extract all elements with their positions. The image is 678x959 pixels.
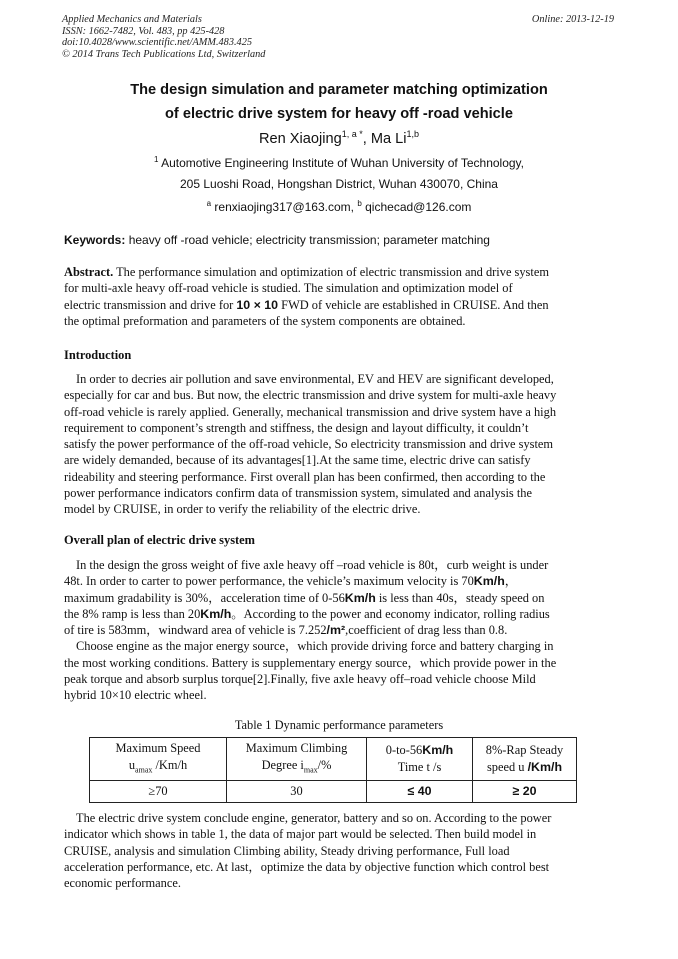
authors	[0, 129, 678, 147]
unit-kmh: Km/h	[344, 590, 376, 605]
overall-line: the most working conditions. Battery is supplementary energy source，which provide power in the	[64, 655, 557, 670]
abstract	[64, 264, 613, 329]
header-unit: /Km/h	[527, 760, 563, 775]
abstract-label: Abstract.	[64, 265, 114, 279]
affiliation-text-1: Automotive Engineering Institute of Wuhan University of Technology,	[158, 156, 524, 170]
closing-line: acceleration performance, etc. At last，optimize the data by objective function which control best	[64, 859, 550, 874]
unit-kmh: Km/h	[473, 574, 505, 589]
introduction-body	[64, 371, 613, 518]
header-sub: amax	[135, 765, 153, 775]
closing-line: The electric drive system conclude engine, generator, battery and so on. According to the power	[76, 811, 552, 825]
overall-line: peak torque and absorb surplus torque[2].Finally, five axle heavy off–road vehicle choose Mild	[64, 672, 536, 687]
intro-line: requirement to component’s strength and stiffness, the design and layout difficulty, it couldn’t	[64, 420, 529, 435]
header-unit: Km/h	[422, 743, 454, 758]
intro-line: are widely demanded, because of its advantages[1].At the same time, electric drive can satisfy	[64, 453, 531, 468]
closing-line: economic performance.	[64, 876, 181, 891]
overall-line: ,coefficient of drag less than 0.8.	[345, 623, 508, 638]
header-text: 8%-Rap Steady	[485, 743, 564, 758]
overall-line: Choose engine as the major energy source，which provide driving force and battery charging in	[76, 639, 554, 654]
overall-line: 。According to the power and economy indicator, rolling radius	[231, 606, 550, 621]
unit-kmh: Km/h	[200, 606, 232, 621]
dynamic-performance-table	[89, 737, 577, 803]
table-caption: Table 1 Dynamic performance parameters	[234, 718, 444, 732]
header-text: /%	[317, 758, 332, 772]
table-header-cell	[473, 738, 577, 781]
table-cell: 30	[227, 781, 367, 803]
closing-line: indicator which shows in table 1, the data of major part would be selected. Then build model in	[64, 827, 537, 842]
header-text: Maximum Climbing	[245, 741, 348, 755]
paper-title-line-1: The design simulation and parameter matching optimization	[130, 82, 548, 98]
online-date: Online: 2013-12-19	[531, 14, 614, 25]
header-text: Degree i	[261, 758, 304, 772]
paper-title-line-2: of electric drive system for heavy off -road vehicle	[165, 106, 513, 122]
affiliation-sup: 1	[154, 155, 159, 164]
journal-name: Applied Mechanics and Materials	[62, 14, 202, 25]
affiliation-line-1	[0, 155, 678, 170]
email-b-sup: b	[357, 199, 362, 208]
closing-paragraph	[64, 810, 613, 891]
intro-line: off-road vehicle is rarely applied. Generally, mechanical transmission and drive system have a high	[64, 404, 557, 419]
abstract-math: 10 × 10	[236, 297, 279, 312]
affiliation-line-2: 205 Luoshi Road, Hongshan District, Wuhan 430070, China	[180, 177, 498, 191]
keywords	[64, 233, 490, 247]
closing-line: CRUISE, analysis and simulation Climbing ability, Steady driving performance, Full load	[64, 843, 510, 858]
author-2-sup: 1,b	[406, 129, 420, 139]
intro-line: satisfy the power performance of the off-road vehicle, So electricity transmission and drive system	[64, 437, 554, 452]
intro-line: especially for car and bus. But now, the electric transmission and drive system for multi-axle heavy	[64, 388, 557, 403]
header-sub: max	[303, 765, 318, 775]
header-text: /Km/h	[152, 758, 188, 772]
author-1-sup: 1, a *	[341, 129, 363, 139]
abstract-line: FWD of vehicle are established in CRUISE. And then	[278, 297, 549, 312]
email-a-sup: a	[206, 199, 212, 208]
unit-m2: /m²	[326, 623, 346, 638]
header-text: Maximum Speed	[115, 741, 201, 755]
table-cell: ≤ 40	[367, 781, 473, 803]
abstract-line: The performance simulation and optimization of electric transmission and drive system	[113, 265, 549, 279]
email-a: renxiaojing317@163.com,	[211, 200, 358, 214]
overall-line: of tire is 583mm，windward area of vehicle is 7.252	[64, 623, 327, 638]
header-text: u	[128, 758, 136, 772]
table-header-cell	[90, 738, 227, 781]
header-text: 0-to-56	[385, 743, 423, 758]
overall-line: In the design the gross weight of five axle heavy off –road vehicle is 80t，curb weight is under	[76, 558, 549, 572]
overall-line: is less than 40s，steady speed on	[375, 590, 545, 605]
table-header-row	[90, 738, 577, 781]
header-text: Time t /s	[397, 760, 442, 775]
author-2: , Ma Li	[362, 131, 407, 147]
overall-plan-heading: Overall plan of electric drive system	[64, 533, 255, 547]
journal-header	[62, 14, 265, 60]
intro-line: In order to decries air pollution and save environmental, EV and HEV are significant developed,	[76, 372, 554, 386]
overall-line: maximum gradability is 30%，acceleration time of 0-56	[64, 590, 345, 605]
keywords-text: heavy off -road vehicle; electricity transmission; parameter matching	[125, 233, 490, 247]
table-header-cell	[367, 738, 473, 781]
overall-plan-body	[64, 557, 613, 704]
table-cell: ≥ 20	[473, 781, 577, 803]
table-cell: ≥70	[90, 781, 227, 803]
email-line	[0, 199, 678, 214]
copyright-line: © 2014 Trans Tech Publications Ltd, Switzerland	[62, 48, 266, 60]
header-text: speed u	[486, 760, 528, 775]
abstract-line: the optimal preformation and parameters of the system components are obtained.	[64, 313, 466, 328]
overall-line: 48t. In order to carter to power performance, the vehicle’s maximum velocity is 70	[64, 574, 474, 589]
abstract-line: for multi-axle heavy off-road vehicle is studied. The simulation and optimization model of	[64, 281, 513, 296]
issn-line: ISSN: 1662-7482, Vol. 483, pp 425-428	[62, 25, 225, 37]
table-header-cell	[227, 738, 367, 781]
doi-line: doi:10.4028/www.scientific.net/AMM.483.425	[62, 37, 252, 49]
abstract-line: electric transmission and drive for	[64, 297, 237, 312]
email-b: qichecad@126.com	[361, 200, 472, 214]
introduction-heading: Introduction	[64, 348, 132, 362]
overall-line: ，	[504, 574, 518, 589]
overall-line: the 8% ramp is less than 20	[64, 606, 201, 621]
keywords-label: Keywords:	[64, 233, 126, 247]
overall-line: hybrid 10×10 electric wheel.	[64, 688, 207, 703]
intro-line: model by CRUISE, in order to verify the reliability of the electric drive.	[64, 502, 421, 517]
author-1: Ren Xiaojing	[258, 131, 342, 147]
intro-line: power performance indicators confirm data of transmission system, simulated and analysis the	[64, 486, 532, 501]
intro-line: rideability and steering performance. First overall plan has been confirmed, then according to the	[64, 469, 546, 484]
table-row	[90, 781, 577, 803]
